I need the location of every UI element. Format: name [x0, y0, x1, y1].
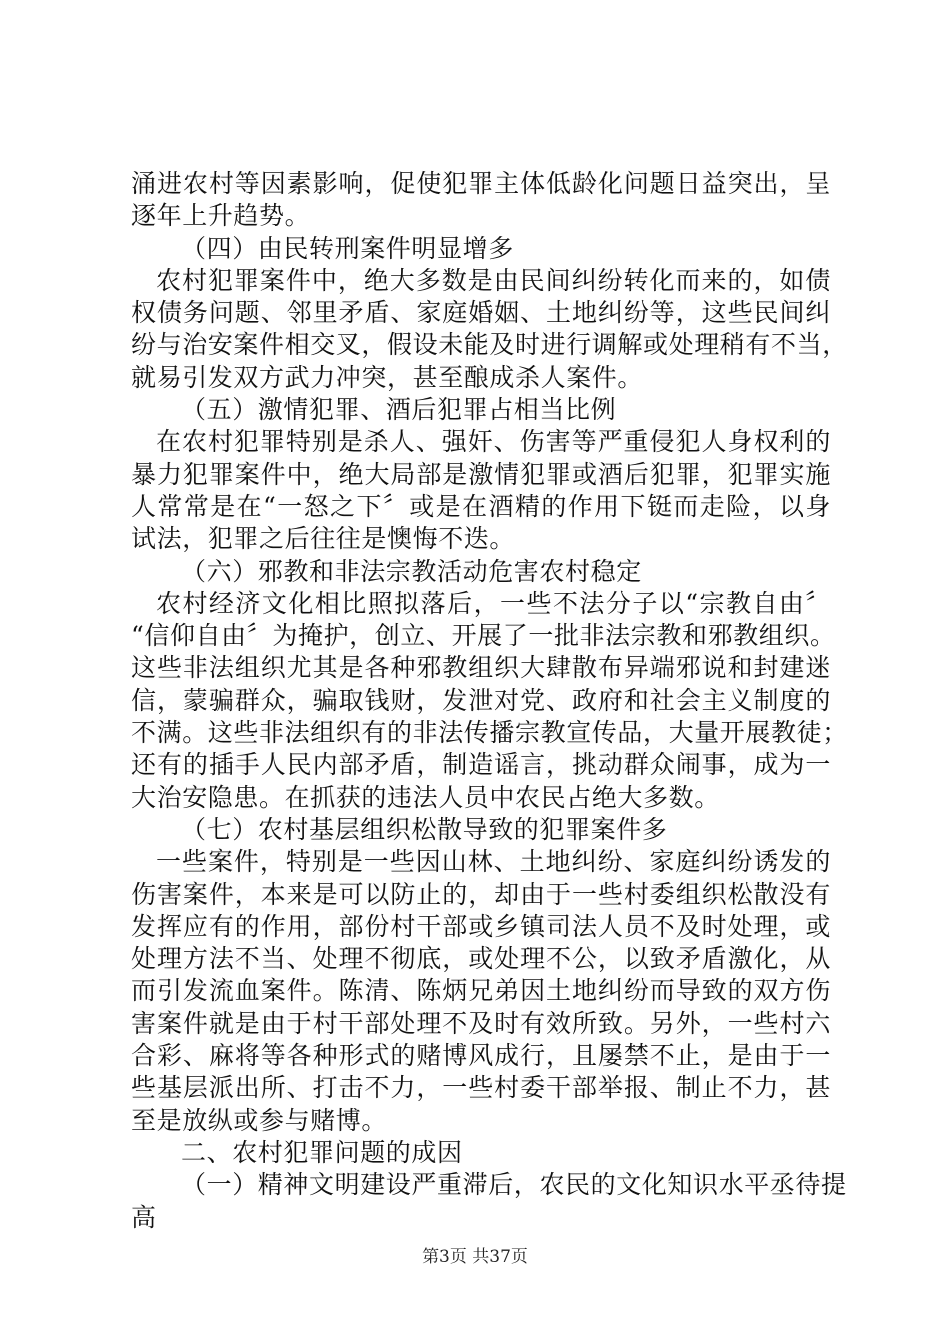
text-line: （六）邪教和非法宗教活动危害农村稳定	[181, 556, 642, 586]
text-line: 二、农村犯罪问题的成因	[181, 1137, 463, 1167]
text-line: 农村犯罪案件中，绝大多数是由民间纠纷转化而来的，如债	[156, 265, 831, 295]
text-line: 大治安隐患。在抓获的违法人员中农民占绝大多数。	[131, 782, 720, 812]
text-line: 在农村犯罪特别是杀人、强奸、伤害等严重侵犯人身权利的	[156, 427, 831, 457]
text-line: 纷与治安案件相交叉，假设未能及时进行调解或处理稍有不当，	[131, 330, 848, 360]
text-line: 高	[131, 1202, 157, 1232]
text-line: 至是放纵或参与赌博。	[131, 1105, 388, 1135]
text-line: 伤害案件，本来是可以防止的，却由于一些村委组织松散没有	[131, 879, 831, 909]
text-line: 一些案件，特别是一些因山林、土地纠纷、家庭纠纷诱发的	[156, 847, 831, 877]
text-line: 农村经济文化相比照拟落后，一些不法分子以“宗教自由〞	[156, 588, 831, 618]
text-line: 合彩、麻将等各种形式的赌博风成行，且屡禁不止，是由于一	[131, 1041, 831, 1071]
text-line: 人常常是在“一怒之下〞或是在酒精的作用下铤而走险，以身	[131, 491, 831, 521]
document-body	[131, 168, 848, 1234]
text-line: 逐年上升趋势。	[131, 201, 311, 231]
text-line: （七）农村基层组织松散导致的犯罪案件多	[181, 814, 668, 844]
text-line: （一）精神文明建设严重滞后，农民的文化知识水平丞待提	[181, 1170, 847, 1200]
text-line: （五）激情犯罪、酒后犯罪占相当比例	[181, 395, 617, 425]
text-line: 而引发流血案件。陈清、陈炳兄弟因土地纠纷而导致的双方伤	[131, 976, 831, 1006]
text-line: “信仰自由〞为掩护，创立、开展了一批非法宗教和邪教组织。	[131, 621, 836, 651]
text-line: 信，蒙骗群众，骗取钱财，发泄对党、政府和社会主义制度的	[131, 685, 831, 715]
text-line: 还有的插手人民内部矛盾，制造谣言，挑动群众闹事，成为一	[131, 750, 831, 780]
text-line: 权债务问题、邻里矛盾、家庭婚姻、土地纠纷等，这些民间纠	[131, 298, 831, 328]
text-line: 暴力犯罪案件中，绝大局部是激情犯罪或酒后犯罪，犯罪实施	[131, 459, 831, 489]
text-line: 涌进农村等因素影响，促使犯罪主体低龄化问题日益突出，呈	[131, 169, 831, 198]
text-line: 不满。这些非法组织有的非法传播宗教宣传品，大量开展教徒；	[131, 718, 848, 748]
text-line: 些基层派出所、打击不力，一些村委干部举报、制止不力，甚	[131, 1073, 831, 1103]
text-line: 就易引发双方武力冲突，甚至酿成杀人案件。	[131, 362, 644, 392]
page-footer: 第3页 共37页	[422, 1247, 528, 1267]
text-line: （四）由民转刑案件明显增多	[181, 233, 514, 263]
text-line: 害案件就是由于村干部处理不及时有效所致。另外，一些村六	[131, 1008, 831, 1038]
text-line: 发挥应有的作用，部份村干部或乡镇司法人员不及时处理，或	[131, 911, 831, 941]
text-line: 试法，犯罪之后往往是懊悔不迭。	[131, 524, 516, 554]
text-line: 处理方法不当、处理不彻底，或处理不公，以致矛盾激化，从	[131, 944, 831, 974]
text-line: 这些非法组织尤其是各种邪教组织大肆散布异端邪说和封建迷	[131, 653, 831, 683]
